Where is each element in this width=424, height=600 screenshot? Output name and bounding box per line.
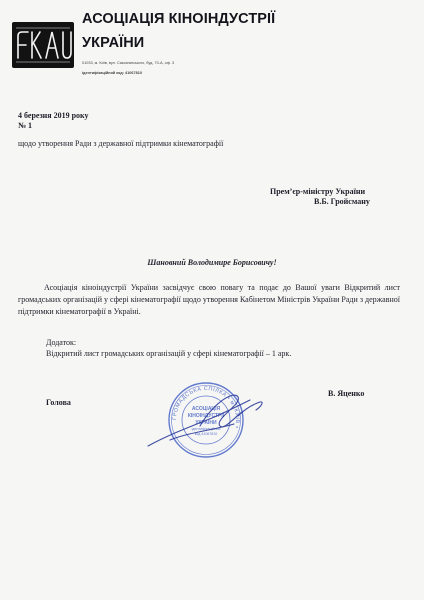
letter-subject: щодо утворення Ради з державної підтримки кінематографії <box>18 139 224 148</box>
recipient-name: В.Б. Гройсману <box>314 197 370 206</box>
org-name-line2: УКРАЇНИ <box>82 35 145 51</box>
signatory-title: Голова <box>46 398 71 407</box>
attachment-label: Додаток: <box>46 338 77 347</box>
org-name-line1: АСОЦІАЦІЯ КІНОІНДУСТРІЇ <box>82 11 276 27</box>
org-id-code: ідентифікаційний код: 41067810 <box>82 71 142 75</box>
org-address: 01033, м. Київ, вул. Саксаганського, буд. 70-А, оф. 3 <box>82 61 175 65</box>
letter-date: 4 березня 2019 року <box>18 111 89 120</box>
recipient-position: Прем’єр-міністру України <box>270 187 366 196</box>
body-paragraph: Асоціація кіноіндустрії України засвідчує свою повагу та подає до Вашої уваги Відкритий лист громадських організацій у сфері кінематографії щодо утворення Кабінетом Міністрів України Ради з державної підтримки кінематографії в Україні. <box>18 283 400 316</box>
salutation: Шановний Володимире Борисовичу! <box>147 258 277 267</box>
stamp-line-2: КІНОІНДУСТРІЇ <box>187 413 225 419</box>
stamp-ring-text: ГРОМАДСЬКА СПІЛКА • м. КИЇВ • <box>171 385 241 430</box>
association-logo <box>12 22 74 68</box>
stamp-line-4: ідентифікаційний <box>191 427 221 431</box>
stamp-line-3: УКРАЇНИ <box>195 420 217 426</box>
handwritten-signature <box>130 382 280 452</box>
signatory-name: В. Яценко <box>328 389 365 398</box>
attachment-text: Відкритий лист громадських організацій у сфері кінематографії – 1 арк. <box>46 349 292 358</box>
stamp-line-5: код 41067810 <box>194 432 218 436</box>
stamp-line-1: АСОЦІАЦІЯ <box>191 406 221 412</box>
letter-number: № 1 <box>18 121 33 130</box>
